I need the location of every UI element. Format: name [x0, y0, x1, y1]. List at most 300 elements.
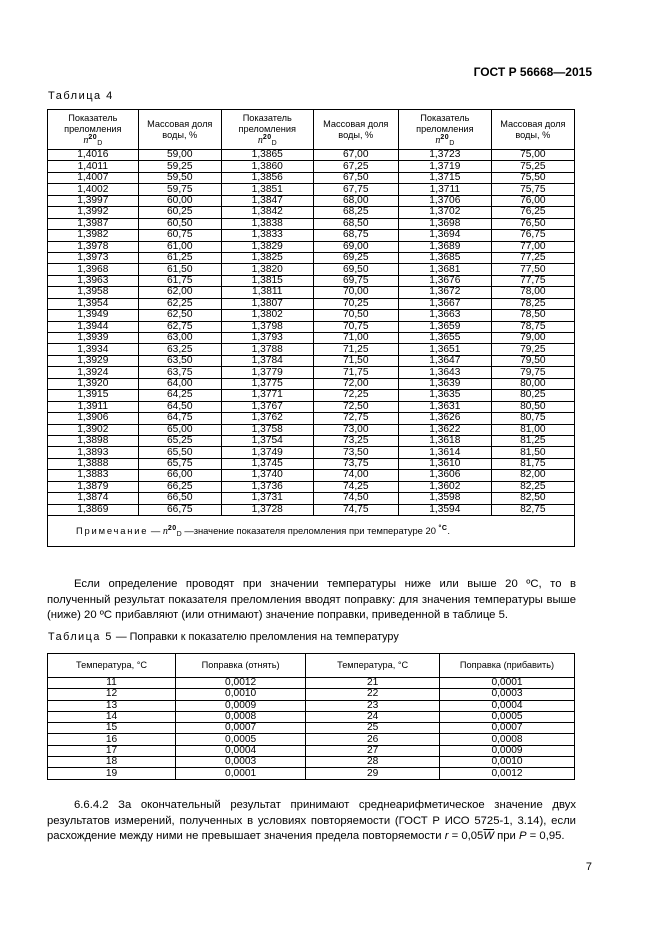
table-cell: 1,3883: [48, 470, 139, 481]
table-cell: 67,75: [313, 184, 398, 195]
table4-body: [48, 150, 575, 516]
table-cell: 1,3681: [398, 264, 491, 275]
table-cell: 67,50: [313, 172, 398, 183]
table-row: [48, 390, 575, 401]
table4-note-row: [48, 516, 575, 547]
table-cell: 73,00: [313, 424, 398, 435]
table-cell: 74,50: [313, 493, 398, 504]
table-cell: 1,3618: [398, 435, 491, 446]
table-cell: 1,3888: [48, 458, 139, 469]
table-row: [48, 768, 575, 779]
table-row: [48, 424, 575, 435]
table-cell: 1,3655: [398, 333, 491, 344]
table-cell: 1,3869: [48, 504, 139, 515]
table-cell: 1,4002: [48, 184, 139, 195]
table-cell: 1,3874: [48, 493, 139, 504]
table-cell: 1,3663: [398, 310, 491, 321]
table-cell: 1,3924: [48, 367, 139, 378]
table-cell: 81,50: [491, 447, 574, 458]
table4-header-label: Показатель преломления: [64, 112, 122, 134]
para2-mid: при: [494, 830, 519, 842]
table-cell: 29: [306, 768, 440, 779]
table-cell: 67,25: [313, 161, 398, 172]
table-cell: 1,3902: [48, 424, 139, 435]
table-row: [48, 678, 575, 689]
table-cell: 0,0012: [440, 768, 575, 779]
table-cell: 59,25: [138, 161, 221, 172]
table-cell: 1,3647: [398, 355, 491, 366]
table-cell: 1,3719: [398, 161, 491, 172]
table-cell: 70,00: [313, 287, 398, 298]
table4-header-cell: [313, 110, 398, 150]
table5-header-row: [48, 654, 575, 678]
table-cell: 0,0010: [440, 757, 575, 768]
table-cell: 82,75: [491, 504, 574, 515]
table-cell: 0,0009: [440, 745, 575, 756]
table-cell: 80,00: [491, 378, 574, 389]
para2-before: 6.6.4.2 За окончательный результат принимают среднеарифметическое значение двух результатов измерений, полученных в условиях повторяемости (ГОСТ Р ИСО 5725-1, 3.14), если расхождение между ними не превышает значения предела повторяемости: [47, 799, 576, 842]
table-cell: 1,3754: [221, 435, 313, 446]
table-cell: 1,3820: [221, 264, 313, 275]
table-cell: 14: [48, 711, 176, 722]
table-row: [48, 344, 575, 355]
table4-header-label: Массовая доля воды, %: [323, 118, 389, 140]
table-cell: 22: [306, 689, 440, 700]
table-cell: 62,50: [138, 310, 221, 321]
table-cell: 1,3860: [221, 161, 313, 172]
table-row: [48, 435, 575, 446]
table-cell: 78,00: [491, 287, 574, 298]
table-row: [48, 184, 575, 195]
note-dash: —: [148, 525, 163, 536]
table-cell: 82,25: [491, 481, 574, 492]
table-cell: 73,25: [313, 435, 398, 446]
table-cell: 1,3626: [398, 413, 491, 424]
table-cell: 0,0009: [176, 700, 306, 711]
table-cell: 74,25: [313, 481, 398, 492]
table-row: [48, 298, 575, 309]
table-cell: 82,00: [491, 470, 574, 481]
table-cell: 64,25: [138, 390, 221, 401]
para2-eq: = 0,05: [448, 830, 484, 842]
table-4: [47, 109, 575, 547]
table-cell: 71,00: [313, 333, 398, 344]
table-cell: 1,3954: [48, 298, 139, 309]
table-cell: 63,75: [138, 367, 221, 378]
table-cell: 1,3815: [221, 275, 313, 286]
table-cell: 1,3847: [221, 195, 313, 206]
table-cell: 1,3842: [221, 207, 313, 218]
table-cell: 59,00: [138, 150, 221, 161]
table-cell: 59,75: [138, 184, 221, 195]
table-cell: 1,3771: [221, 390, 313, 401]
table-cell: 63,25: [138, 344, 221, 355]
table-cell: 1,3992: [48, 207, 139, 218]
table-cell: 78,75: [491, 321, 574, 332]
table4-header-cell: [48, 110, 139, 150]
table-cell: 0,0012: [176, 678, 306, 689]
table-cell: 1,3614: [398, 447, 491, 458]
table5-header-cell: Температура, °С: [48, 654, 176, 678]
para2-after: = 0,95.: [526, 830, 565, 842]
table4-header-label: Показатель преломления: [238, 112, 296, 134]
table-cell: 60,50: [138, 218, 221, 229]
table-cell: 1,3851: [221, 184, 313, 195]
table-cell: 1,3651: [398, 344, 491, 355]
table-cell: 62,25: [138, 298, 221, 309]
table-row: [48, 172, 575, 183]
table4-header-row: [48, 110, 575, 150]
table-cell: 65,50: [138, 447, 221, 458]
table-cell: 77,25: [491, 252, 574, 263]
table-cell: 1,3728: [221, 504, 313, 515]
table-cell: 81,75: [491, 458, 574, 469]
table-cell: 80,75: [491, 413, 574, 424]
table-row: [48, 700, 575, 711]
table-cell: 80,50: [491, 401, 574, 412]
table-cell: 60,75: [138, 230, 221, 241]
table-cell: 75,00: [491, 150, 574, 161]
table-row: [48, 734, 575, 745]
note-unit: °С: [438, 525, 448, 532]
table-cell: 23: [306, 700, 440, 711]
table4-header-label: Массовая доля воды, %: [147, 118, 213, 140]
table-cell: 0,0008: [176, 711, 306, 722]
table-cell: 0,0001: [440, 678, 575, 689]
table-cell: 64,75: [138, 413, 221, 424]
table-cell: 70,75: [313, 321, 398, 332]
table-cell: 66,75: [138, 504, 221, 515]
table-cell: 18: [48, 757, 176, 768]
table-row: [48, 230, 575, 241]
table-cell: 75,50: [491, 172, 574, 183]
table-row: [48, 481, 575, 492]
symbol-sub: D: [449, 139, 455, 147]
table-cell: 61,50: [138, 264, 221, 275]
table-row: [48, 493, 575, 504]
table-cell: 68,25: [313, 207, 398, 218]
table-cell: 1,3929: [48, 355, 139, 366]
table-row: [48, 723, 575, 734]
table-cell: 24: [306, 711, 440, 722]
table-cell: 1,3973: [48, 252, 139, 263]
table-cell: 1,3736: [221, 481, 313, 492]
table-cell: 1,3958: [48, 287, 139, 298]
symbol-n: n: [435, 134, 441, 146]
table-cell: 1,3706: [398, 195, 491, 206]
table-cell: 60,00: [138, 195, 221, 206]
table4-header-cell: [221, 110, 313, 150]
table-cell: 17: [48, 745, 176, 756]
para2-w: $\overline{W}$: [483, 830, 494, 842]
table-cell: 63,50: [138, 355, 221, 366]
table-cell: 70,25: [313, 298, 398, 309]
table-cell: 1,3606: [398, 470, 491, 481]
table-cell: 82,50: [491, 493, 574, 504]
table-cell: 64,00: [138, 378, 221, 389]
table-row: [48, 413, 575, 424]
table-cell: 1,3762: [221, 413, 313, 424]
table-cell: 0,0010: [176, 689, 306, 700]
table-cell: 1,3829: [221, 241, 313, 252]
table-cell: 1,3723: [398, 150, 491, 161]
table-cell: 71,50: [313, 355, 398, 366]
table5-caption-rest: — Поправки к показателю преломления на температуру: [112, 631, 399, 643]
table-row: [48, 275, 575, 286]
table-cell: 1,4011: [48, 161, 139, 172]
table-cell: 1,3676: [398, 275, 491, 286]
table4-header-label: Показатель преломления: [416, 112, 474, 134]
table-row: [48, 310, 575, 321]
table-cell: 0,0004: [440, 700, 575, 711]
table-cell: 1,3893: [48, 447, 139, 458]
table-cell: 69,50: [313, 264, 398, 275]
table5-caption: [48, 631, 399, 643]
table-cell: 1,3793: [221, 333, 313, 344]
table-row: [48, 252, 575, 263]
table-cell: 78,25: [491, 298, 574, 309]
table-cell: 71,75: [313, 367, 398, 378]
table-row: [48, 241, 575, 252]
table-cell: 68,50: [313, 218, 398, 229]
table-cell: 0,0004: [176, 745, 306, 756]
table-cell: 1,3833: [221, 230, 313, 241]
table-cell: 66,50: [138, 493, 221, 504]
table-row: [48, 745, 575, 756]
table-cell: 1,3825: [221, 252, 313, 263]
table-row: [48, 367, 575, 378]
table-row: [48, 504, 575, 515]
table5-body: [48, 678, 575, 780]
table-row: [48, 218, 575, 229]
table-cell: 1,3598: [398, 493, 491, 504]
table5-header-cell: Температура, °С: [306, 654, 440, 678]
table-cell: 1,3715: [398, 172, 491, 183]
table-cell: 1,3856: [221, 172, 313, 183]
table-cell: 11: [48, 678, 176, 689]
table-cell: 1,3911: [48, 401, 139, 412]
table-cell: 0,0008: [440, 734, 575, 745]
table5-header-cell: Поправка (отнять): [176, 654, 306, 678]
table-cell: 81,00: [491, 424, 574, 435]
table-cell: 0,0005: [440, 711, 575, 722]
table-cell: 66,25: [138, 481, 221, 492]
table-cell: 1,3906: [48, 413, 139, 424]
table-cell: 77,75: [491, 275, 574, 286]
table-row: [48, 195, 575, 206]
table-cell: 79,50: [491, 355, 574, 366]
table-cell: 1,3920: [48, 378, 139, 389]
table-cell: 79,75: [491, 367, 574, 378]
symbol-sub: D: [97, 139, 103, 147]
table-cell: 73,50: [313, 447, 398, 458]
table-cell: 1,3643: [398, 367, 491, 378]
table-cell: 1,3865: [221, 150, 313, 161]
refractive-index-symbol: [399, 135, 491, 147]
table-row: [48, 378, 575, 389]
note-symbol: n: [162, 526, 168, 537]
refractive-index-symbol: [48, 135, 138, 147]
table-cell: 1,3968: [48, 264, 139, 275]
table-cell: 1,3997: [48, 195, 139, 206]
table-cell: 72,50: [313, 401, 398, 412]
table-row: [48, 458, 575, 469]
table-cell: 16: [48, 734, 176, 745]
para2-p: P: [519, 830, 527, 842]
table-row: [48, 401, 575, 412]
table-cell: 0,0003: [176, 757, 306, 768]
table-cell: 65,25: [138, 435, 221, 446]
table-cell: 1,4016: [48, 150, 139, 161]
document-header: ГОСТ Р 56668—2015: [473, 65, 592, 79]
symbol-n: n: [83, 134, 89, 146]
table-row: [48, 150, 575, 161]
table-cell: 1,3788: [221, 344, 313, 355]
table5-caption-lead: Таблица 5: [48, 631, 113, 643]
table-cell: 13: [48, 700, 176, 711]
table-row: [48, 355, 575, 366]
table-cell: 66,00: [138, 470, 221, 481]
table-cell: 1,3622: [398, 424, 491, 435]
table-cell: 73,75: [313, 458, 398, 469]
table-cell: 1,3740: [221, 470, 313, 481]
table-cell: 79,25: [491, 344, 574, 355]
table-cell: 1,3779: [221, 367, 313, 378]
table-cell: 1,3758: [221, 424, 313, 435]
table-cell: 27: [306, 745, 440, 756]
table-cell: 1,3689: [398, 241, 491, 252]
table-cell: 1,3963: [48, 275, 139, 286]
table-row: [48, 689, 575, 700]
table-cell: 1,3982: [48, 230, 139, 241]
table-cell: 1,3767: [221, 401, 313, 412]
table-cell: 70,50: [313, 310, 398, 321]
table-cell: 67,00: [313, 150, 398, 161]
table-cell: 1,3731: [221, 493, 313, 504]
table-cell: 1,3659: [398, 321, 491, 332]
table-cell: 26: [306, 734, 440, 745]
table-cell: 78,50: [491, 310, 574, 321]
table4-header-cell: [398, 110, 491, 150]
table-cell: 1,3949: [48, 310, 139, 321]
table-cell: 0,0007: [440, 723, 575, 734]
table-cell: 1,3749: [221, 447, 313, 458]
table-cell: 72,75: [313, 413, 398, 424]
table-cell: 1,3807: [221, 298, 313, 309]
table-cell: 1,3702: [398, 207, 491, 218]
table-cell: 1,3672: [398, 287, 491, 298]
table-cell: 1,3915: [48, 390, 139, 401]
table-cell: 61,75: [138, 275, 221, 286]
table-cell: 69,25: [313, 252, 398, 263]
table-cell: 62,00: [138, 287, 221, 298]
table-cell: 21: [306, 678, 440, 689]
table-cell: 1,3631: [398, 401, 491, 412]
table-cell: 1,3610: [398, 458, 491, 469]
table-cell: 72,00: [313, 378, 398, 389]
table-cell: 63,00: [138, 333, 221, 344]
table-cell: 1,3694: [398, 230, 491, 241]
table-cell: 76,75: [491, 230, 574, 241]
symbol-sub: D: [271, 139, 277, 147]
table-cell: 61,00: [138, 241, 221, 252]
table-5: [47, 653, 575, 780]
table-cell: 0,0003: [440, 689, 575, 700]
note-symbol-sup: 20: [167, 525, 177, 532]
table5-header-cell: Поправка (прибавить): [440, 654, 575, 678]
table-cell: 1,3698: [398, 218, 491, 229]
table-cell: 12: [48, 689, 176, 700]
table-cell: 75,25: [491, 161, 574, 172]
table-row: [48, 470, 575, 481]
table-cell: 1,3944: [48, 321, 139, 332]
table4-header-label: Массовая доля воды, %: [500, 118, 566, 140]
refractive-index-symbol: [222, 135, 313, 147]
table-cell: 1,3934: [48, 344, 139, 355]
page-number: 7: [585, 861, 592, 873]
table-cell: 1,3602: [398, 481, 491, 492]
paragraph-6-6-4-2: [47, 798, 576, 845]
table-cell: 79,00: [491, 333, 574, 344]
table-cell: 76,00: [491, 195, 574, 206]
table-cell: 75,75: [491, 184, 574, 195]
table-cell: 0,0001: [176, 768, 306, 779]
table-cell: 1,4007: [48, 172, 139, 183]
table-cell: 74,75: [313, 504, 398, 515]
table-cell: 0,0005: [176, 734, 306, 745]
table-cell: 1,3685: [398, 252, 491, 263]
table-cell: 65,00: [138, 424, 221, 435]
symbol-sup: 20: [262, 133, 272, 141]
table-row: [48, 287, 575, 298]
table-cell: 1,3939: [48, 333, 139, 344]
table-cell: 28: [306, 757, 440, 768]
table-cell: 69,00: [313, 241, 398, 252]
note-end: .: [447, 525, 450, 536]
table-row: [48, 757, 575, 768]
table-cell: 71,25: [313, 344, 398, 355]
table-cell: 1,3798: [221, 321, 313, 332]
table-cell: 1,3838: [221, 218, 313, 229]
table-row: [48, 447, 575, 458]
table-cell: 72,25: [313, 390, 398, 401]
table-cell: 1,3879: [48, 481, 139, 492]
para2-r: r: [444, 830, 449, 842]
table-cell: 19: [48, 768, 176, 779]
table-cell: 68,75: [313, 230, 398, 241]
symbol-n: n: [257, 134, 263, 146]
table-cell: 81,25: [491, 435, 574, 446]
table-cell: 0,0007: [176, 723, 306, 734]
paragraph-temperature-correction: Если определение проводят при значении температуры ниже или выше 20 ºС, то в полученный результат показателя преломления вводят поправку: для значения температуры выше (ниже) 20 ºС прибавляют (или отнимают) значение поправки, приведенной в таблице 5.: [47, 578, 576, 621]
table-cell: 76,50: [491, 218, 574, 229]
table-cell: 1,3745: [221, 458, 313, 469]
symbol-sup: 20: [440, 133, 450, 141]
table-cell: 61,25: [138, 252, 221, 263]
table-row: [48, 711, 575, 722]
table-cell: 59,50: [138, 172, 221, 183]
table-cell: 1,3784: [221, 355, 313, 366]
table-cell: 1,3811: [221, 287, 313, 298]
table-row: [48, 321, 575, 332]
table-cell: 68,00: [313, 195, 398, 206]
table-cell: 1,3898: [48, 435, 139, 446]
table-cell: 1,3775: [221, 378, 313, 389]
table4-header-cell: [138, 110, 221, 150]
table4-note: [48, 516, 575, 547]
table-cell: 1,3639: [398, 378, 491, 389]
table-cell: 80,25: [491, 390, 574, 401]
